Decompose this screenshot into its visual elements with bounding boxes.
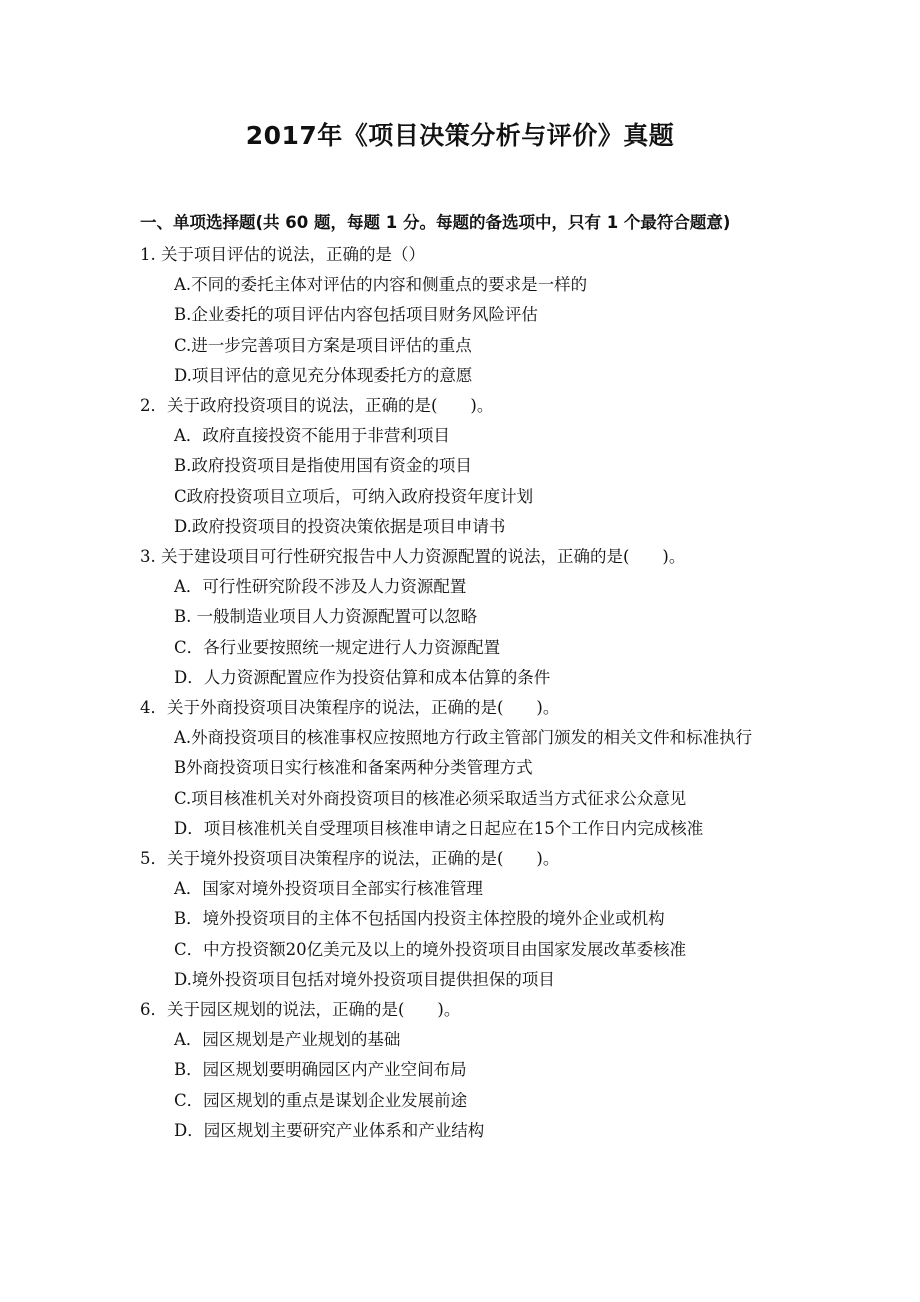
option-c: C政府投资项目立项后，可纳入政府投资年度计划 <box>174 486 534 506</box>
option-c: C.项目核准机关对外商投资项目的核准必须采取适当方式征求公众意见 <box>174 788 687 808</box>
option-b: B．境外投资项目的主体不包括国内投资主体控股的境外企业或机构 <box>174 909 665 929</box>
question-2 <box>140 391 790 542</box>
question-stem: 6．关于园区规划的说法，正确的是( )。 <box>140 1000 461 1020</box>
option-c: C．中方投资额20亿美元及以上的境外投资项目由国家发展改革委核准 <box>174 939 687 959</box>
option-d: D.政府投资项目的投资决策依据是项目申请书 <box>174 516 506 536</box>
section-heading: 一、单项选择题(共 60 题，每题 1 分。每题的备选项中，只有 1 个最符合题意) <box>140 213 731 232</box>
option-d: D.境外投资项目包括对境外投资项目提供担保的项目 <box>174 969 555 989</box>
option-a: A.不同的委托主体对评估的内容和侧重点的要求是一样的 <box>174 275 588 295</box>
question-list <box>140 240 790 1146</box>
question-1 <box>140 240 790 391</box>
option-d: D．园区规划主要研究产业体系和产业结构 <box>174 1120 485 1140</box>
option-a: A．可行性研究阶段不涉及人力资源配置 <box>174 577 467 597</box>
option-a: A.外商投资项目的核准事权应按照地方行政主管部门颁发的相关文件和标准执行 <box>174 728 753 748</box>
question-stem: 4．关于外商投资项目决策程序的说法，正确的是( )。 <box>140 698 560 718</box>
option-c: C．各行业要按照统一规定进行人力资源配置 <box>174 637 501 657</box>
document-title: 2017年《项目决策分析与评价》真题 <box>245 121 675 150</box>
option-a: A．国家对境外投资项目全部实行核准管理 <box>174 879 483 899</box>
question-5 <box>140 844 790 995</box>
question-stem: 3. 关于建设项目可行性研究报告中人力资源配置的说法，正确的是( )。 <box>140 547 686 567</box>
question-4 <box>140 693 790 844</box>
option-b: B. 一般制造业项目人力资源配置可以忽略 <box>174 607 478 627</box>
option-c: C．园区规划的重点是谋划企业发展前途 <box>174 1090 468 1110</box>
option-b: B．园区规划要明确园区内产业空间布局 <box>174 1060 467 1080</box>
option-b: B外商投资项日实行核准和备案两种分类管理方式 <box>174 758 533 778</box>
question-stem: 1. 关于项目评估的说法，正确的是（） <box>140 245 425 264</box>
option-d: D．人力资源配置应作为投资估算和成本估算的条件 <box>174 667 551 687</box>
option-a: A．园区规划是产业规划的基础 <box>174 1030 401 1050</box>
question-stem: 2．关于政府投资项目的说法，正确的是( )。 <box>140 396 494 416</box>
question-stem: 5．关于境外投资项目决策程序的说法，正确的是( )。 <box>140 849 560 869</box>
option-c: C.进一步完善项目方案是项目评估的重点 <box>174 335 472 355</box>
option-a: A．政府直接投资不能用于非营利项目 <box>174 426 450 446</box>
question-3 <box>140 542 790 693</box>
option-d: D.项目评估的意见充分体现委托方的意愿 <box>174 365 473 385</box>
option-d: D．项目核准机关自受理项目核准申请之日起应在15个工作日内完成核准 <box>174 818 704 838</box>
option-b: B.政府投资项目是指使用国有资金的项目 <box>174 456 472 476</box>
question-6 <box>140 995 790 1146</box>
option-b: B.企业委托的项目评估内容包括项目财务风险评估 <box>174 305 538 325</box>
